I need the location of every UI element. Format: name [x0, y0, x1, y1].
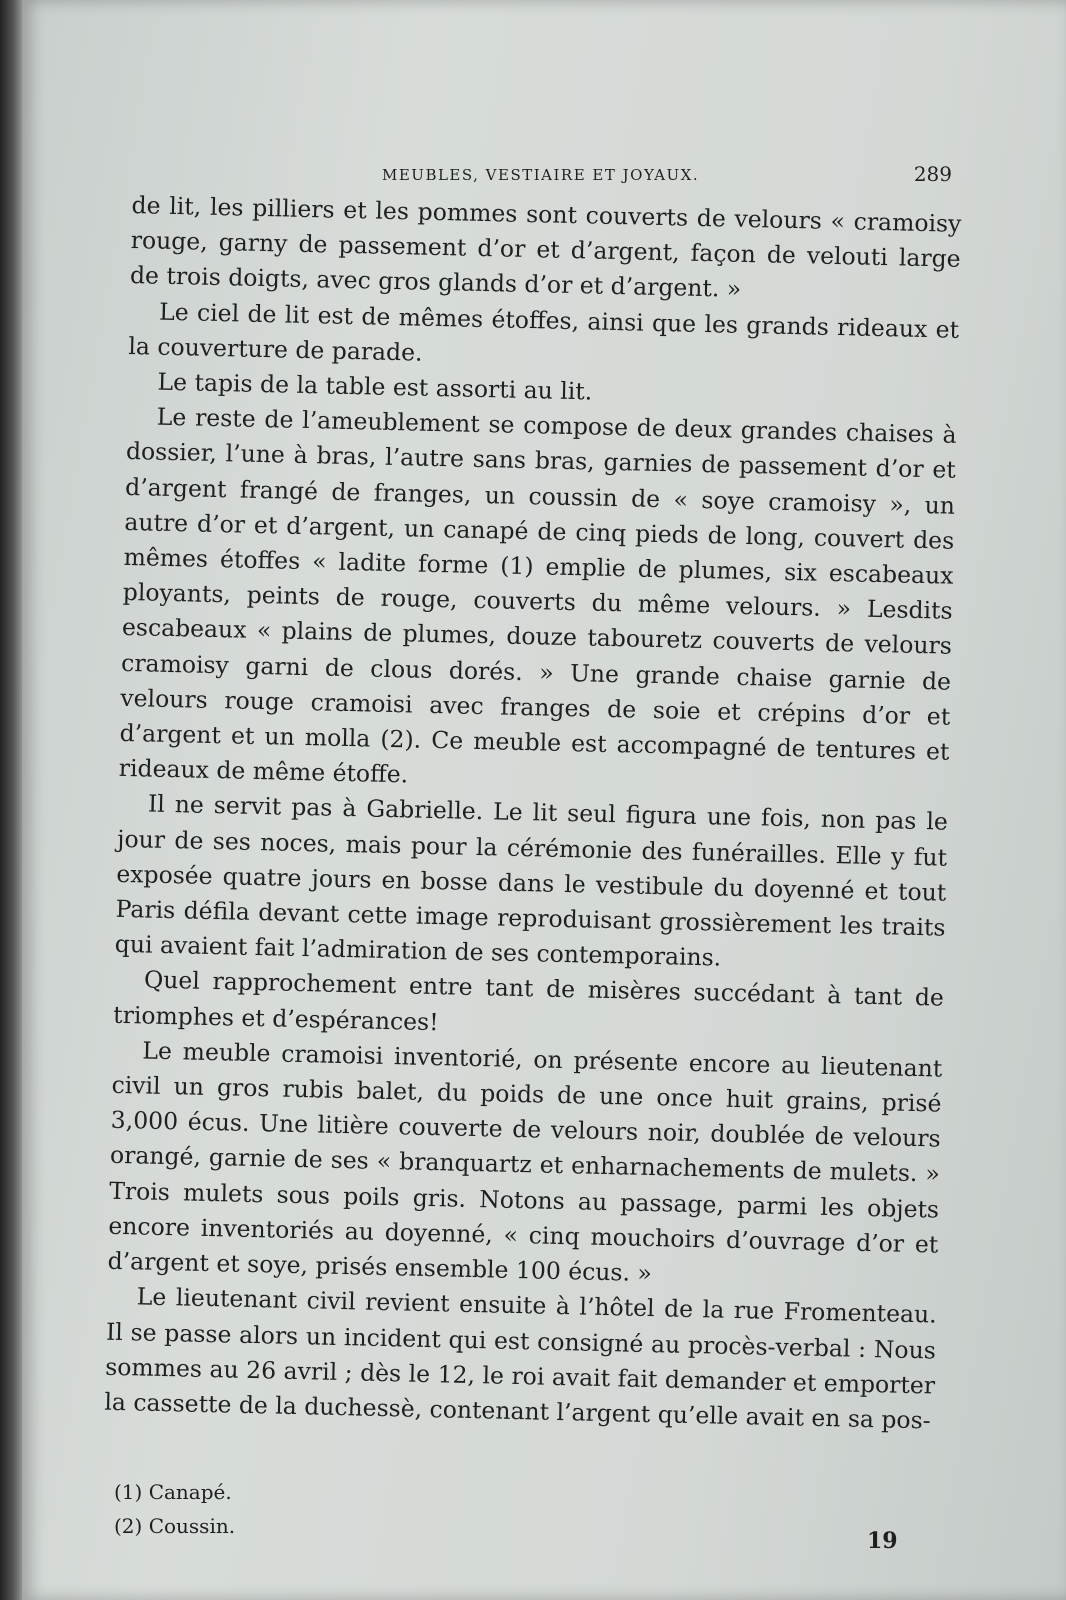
paragraph: de lit, les pilliers et les pommes sont couverts de velours « cramoisy rouge, garny de passement d’or et d’argent, façon de velouti large de trois doigts, avec gros glands d’or et d’argent. » — [129, 190, 962, 304]
footnote: (1) Canapé. — [114, 1480, 232, 1504]
paragraph: Le lieutenant civil revient ensuite à l’hôtel de la rue Fromenteau. Il se passe alors un incident qui est consigné au procès-verbal : Nous sommes au 26 avril ; dès le 12, le roi avait fait demander et emporter la cassette de la duchessè, contenant l’argent qu’elle avait en sa pos- — [104, 1282, 937, 1435]
paragraph: Le tapis de la table est assorti au lit. — [157, 367, 593, 406]
paragraph: Le meuble cramoisi inventorié, on présente encore au lieutenant civil un gros rubis balet, du poids de une once huit grains, prisé 3,000 écus. Une litière couverte de velours noir, doublée de velours orangé, garnie de ses « branquartz et enharnachements de mulets. » Trois mulets sous poils gris. Notons au passage, parmi les objets encore inventoriés au doyenné, « cinq mouchoirs d’ouvrage d’or et d’argent et soye, prisés ensemble 100 écus. » — [107, 1036, 943, 1288]
footnotes — [114, 1475, 235, 1543]
paragraph: Il ne servit pas à Gabrielle. Le lit seul figura une fois, non pas le jour de ses noces, mais pour la cérémonie des funérailles. Elle y fut exposée quatre jours en bosse dans le vestibule du doyenné et tout Paris défila devant cette image reproduisant grossièrement les traits qui avaient fait l’admiration de ses contemporains. — [114, 789, 949, 972]
paragraph: Le ciel de lit est de mêmes étoffes, ainsi que les grands rideaux et la couverture de parade. — [128, 297, 960, 367]
body-text — [104, 188, 962, 1439]
page-number: 289 — [913, 162, 952, 186]
footnote: (2) Coussin. — [114, 1514, 236, 1538]
running-title: MEUBLES, VESTIAIRE ET JOYAUX. — [382, 166, 700, 184]
book-page — [22, 0, 1066, 1600]
signature-mark: 19 — [867, 1528, 898, 1554]
paragraph: Le reste de l’ameublement se compose de deux grandes chaises à dossier, l’une à bras, l’autre sans bras, garnies de passement d’or et d’argent frangé de franges, un coussin de « soye cramoisy », un autre d’or et d’argent, un canapé de cinq pieds de long, couvert des mêmes étoffes « ladite forme (1) emplie de plumes, six escabeaux ployants, peints de rouge, couverts du même velours. » Lesdits escabeaux « plains de plumes, douze tabouretz couverts de velours cramoisy garni de clous dorés. » Une grande chaise garnie de velours rouge cramoisi avec franges de soie et crépins d’or et d’argent et un molla (2). Ce meuble est accompagné de tentures et rideaux de même étoffe. — [118, 402, 957, 789]
paragraph: Quel rapprochement entre tant de misères succédant à tant de triomphes et d’espérances! — [112, 965, 945, 1036]
running-header — [362, 160, 962, 200]
book-spine — [0, 0, 22, 1600]
